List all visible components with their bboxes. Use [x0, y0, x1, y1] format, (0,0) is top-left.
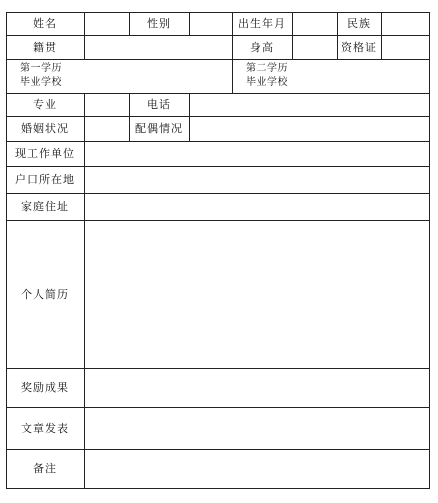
phone-label-text: 电话 [147, 98, 171, 111]
awards-achievements-label-text: 奖励成果 [21, 381, 69, 394]
personal-resume-field[interactable] [84, 220, 429, 368]
publications-field[interactable] [84, 407, 429, 449]
spouse-status-label [129, 116, 189, 141]
spouse-status-label-text: 配偶情况 [135, 122, 183, 135]
remarks-label [6, 449, 84, 488]
major-label [6, 93, 84, 116]
qualification-certificate-label [337, 35, 381, 59]
household-registration-label [6, 166, 84, 193]
birth-date-field[interactable] [292, 12, 337, 35]
remarks-field[interactable] [84, 449, 429, 488]
publications-label-text: 文章发表 [21, 421, 69, 435]
table-grid-line [429, 12, 430, 489]
remarks-label-text: 备注 [33, 462, 57, 475]
home-address-label [6, 193, 84, 220]
major-label-text: 专业 [33, 98, 57, 111]
first-degree-school-label-line-1: 第一学历 [20, 63, 62, 74]
household-registration-field[interactable] [84, 166, 429, 193]
marital-status-field[interactable] [84, 116, 129, 141]
name-label [6, 12, 84, 35]
home-address-field[interactable] [84, 193, 429, 220]
home-address-label-text: 家庭住址 [21, 200, 69, 213]
qualification-certificate-label-text: 资格证 [341, 40, 377, 54]
current-employer-field[interactable] [84, 141, 429, 166]
personal-resume-label [6, 220, 84, 368]
qualification-certificate-field[interactable] [381, 35, 429, 59]
household-registration-label-text: 户口所在地 [15, 173, 75, 186]
height-label [232, 35, 292, 59]
name-label-text: 姓名 [33, 17, 57, 30]
personal-resume-label-text: 个人简历 [21, 287, 69, 301]
current-employer-label [6, 141, 84, 166]
ethnicity-label [337, 12, 381, 35]
height-label-text: 身高 [250, 40, 274, 54]
second-degree-school-label-line-2: 毕业学校 [246, 77, 288, 88]
marital-status-label [6, 116, 84, 141]
phone-field[interactable] [189, 93, 429, 116]
ethnicity-field[interactable] [381, 12, 429, 35]
awards-achievements-field[interactable] [84, 368, 429, 407]
marital-status-label-text: 婚姻状况 [21, 122, 69, 135]
table-grid-line [6, 488, 430, 489]
height-field[interactable] [292, 35, 337, 59]
awards-achievements-label [6, 368, 84, 407]
first-degree-school-label-line-2: 毕业学校 [20, 77, 62, 88]
name-field[interactable] [84, 12, 129, 35]
native-place-label-text: 籍贯 [33, 40, 57, 54]
spouse-status-field[interactable] [189, 116, 429, 141]
gender-field[interactable] [189, 12, 232, 35]
ethnicity-label-text: 民族 [347, 17, 371, 30]
phone-label [129, 93, 189, 116]
publications-label [6, 407, 84, 449]
native-place-label [6, 35, 84, 59]
current-employer-label-text: 现工作单位 [15, 147, 75, 160]
gender-label-text: 性别 [147, 17, 171, 30]
birth-date-label-text: 出生年月 [238, 17, 286, 30]
birth-date-label [232, 12, 292, 35]
second-degree-school-label-line-1: 第二学历 [246, 63, 288, 74]
second-degree-school-label [232, 59, 429, 93]
native-place-field[interactable] [84, 35, 232, 59]
first-degree-school-label [6, 59, 232, 93]
gender-label [129, 12, 189, 35]
major-field[interactable] [84, 93, 129, 116]
